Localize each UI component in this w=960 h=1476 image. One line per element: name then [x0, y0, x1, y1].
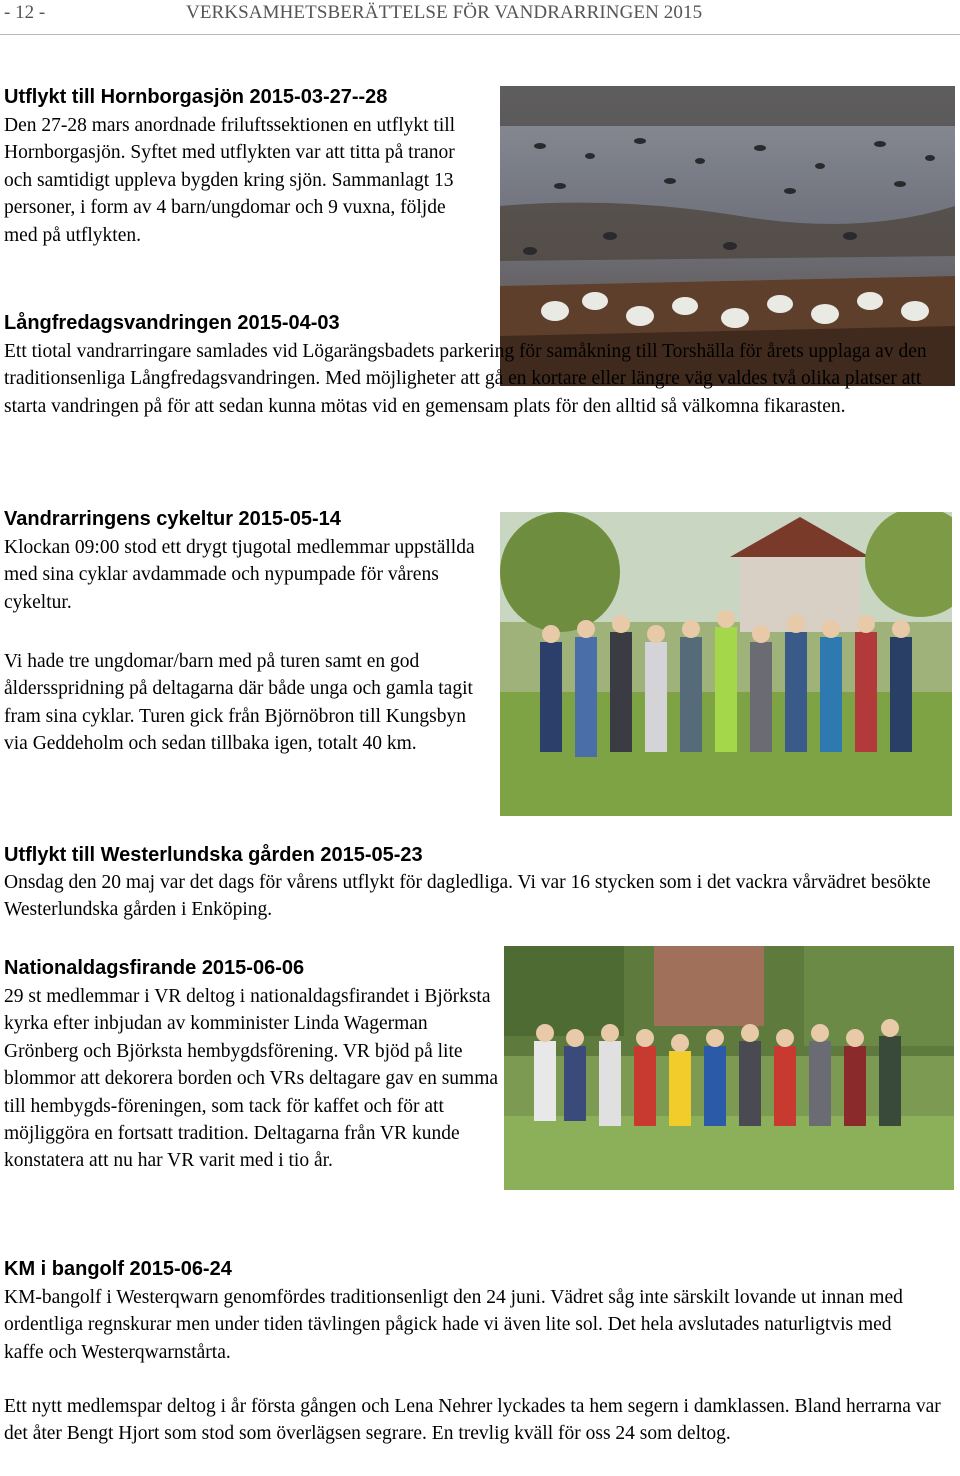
section-text-langfredag: [4, 338, 954, 420]
page-header: [0, 0, 960, 30]
page-number: - 12 -: [4, 2, 46, 23]
section-text-langfredag-body: Ett tiotal vandrarringare samlades vid Lögarängsbadets parkering för samåkning till Torshälla för årets upplaga av den traditionsenliga Långfredagsvandringen. Med möjligheter att gå en kortare eller längre väg valdes två olika platser att starta vandringen på för att sedan kunna mötas vid en gemensam plats för den alltid så välkomna fikarasten.: [4, 341, 927, 417]
nationalday-photo: [504, 946, 954, 1190]
section-text-nationaldag: 29 st medlemmar i VR deltog i nationaldagsfirandet i Björksta kyrka efter inbjudan av komminister Linda Wagerman Grönberg och Björksta hembygdsförening. VR bjöd på lite blommor att dekorera borden och VRs deltagare gav en summa till hembygds-föreningen, som tack för kaffet och för att möjliggöra en fortsatt tradition. Deltagarna från VR kunde konstatera att nu har VR varit med i tio år.: [4, 986, 499, 1172]
section-text-bangolf-1: KM-bangolf i Westerqwarn genomfördes traditionsenligt den 24 juni. Vädret såg inte särskilt lovande ut innan med ordentliga regnskurar men under tiden tävlingen pågick hade vi även lite sol. Det hela avslutades naturligtvis med kaffe och Westerqwarnstårta.: [4, 1287, 903, 1363]
section-text-cykeltur-1: Klockan 09:00 stod ett drygt tjugotal medlemmar uppställda med sina cyklar avdammade och nypumpade för vårens cykeltur.: [4, 537, 475, 613]
section-text-bangolf-2: Ett nytt medlemspar deltog i år första gången och Lena Nehrer lyckades ta hem segern i damklassen. Bland herrarna var det åter Bengt Hjort som stod som överlägsen segrare. En trevlig kväll för oss 24 som deltog.: [4, 1396, 941, 1445]
section-heading-cykeltur: Vandrarringens cykeltur 2015-05-14: [4, 508, 341, 530]
bike-group-photo: [500, 512, 952, 816]
section-heading-hornborgasjon: Utflykt till Hornborgasjön 2015-03-27--28: [4, 86, 388, 108]
section-heading-bangolf: KM i bangolf 2015-06-24: [4, 1258, 232, 1280]
section-heading-langfredag: Långfredagsvandringen 2015-04-03: [4, 312, 340, 334]
section-heading-nationaldag: Nationaldagsfirande 2015-06-06: [4, 957, 305, 979]
header-title: VERKSAMHETSBERÄTTELSE FÖR VANDRARRINGEN 2015: [186, 2, 703, 23]
section-text-cykeltur-2: Vi hade tre ungdomar/barn med på turen samt en god åldersspridning på deltagarna där både unga och gamla tagit fram sina cyklar. Turen gick från Björnöbron till Kungsbyn via Geddeholm och sedan tillbaka igen, totalt 40 km.: [4, 651, 473, 755]
section-text-westerlundska: Onsdag den 20 maj var det dags för vårens utflykt för dagledliga. Vi var 16 stycken som i det vackra vårvädret besökte Westerlundska gården i Enköping.: [4, 872, 931, 921]
section-heading-westerlundska: Utflykt till Westerlundska gården 2015-05-23: [4, 844, 423, 866]
header-divider: [0, 34, 960, 35]
section-text-hornborgasjon: Den 27-28 mars anordnade friluftssektionen en utflykt till Hornborgasjön. Syftet med utflykten var att titta på tranor och samtidigt uppleva bygden kring sjön. Sammanlagt 13 personer, i form av 4 barn/ungdomar och 9 vuxna, följde med på utflykten.: [4, 115, 456, 246]
